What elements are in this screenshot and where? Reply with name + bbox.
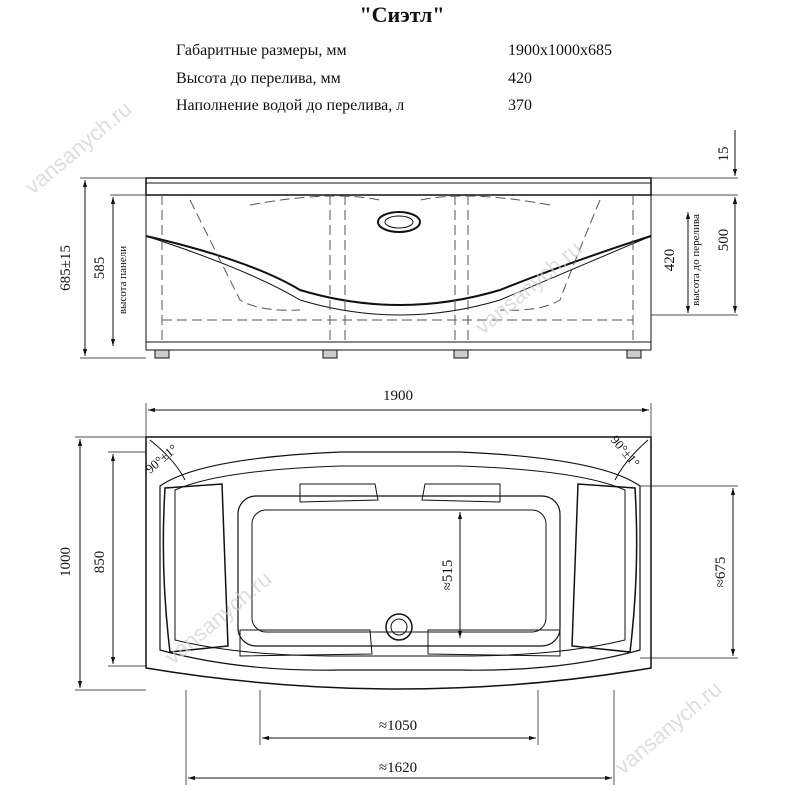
- drain: [386, 614, 412, 640]
- dim-panel-height: 585: [92, 256, 108, 280]
- dim-675: ≈675: [713, 556, 729, 588]
- watermark: vansanych.ru: [610, 675, 727, 780]
- page-title: "Сиэтл": [359, 2, 445, 27]
- dim-1050: ≈1050: [378, 718, 418, 734]
- spec-label-overflow-height: Высота до перелива, мм: [176, 70, 341, 87]
- dim-850: 850: [92, 550, 108, 574]
- panel-height-label: высота панели: [117, 245, 129, 315]
- dim-500: 500: [716, 228, 732, 252]
- dim-width: 1000: [58, 547, 74, 577]
- spec-label-volume: Наполнение водой до перелива, л: [176, 97, 405, 114]
- spec-value-dimensions: 1900x1000x685: [508, 42, 612, 59]
- dim-rim: 15: [716, 146, 732, 162]
- spec-label-dimensions: Габаритные размеры, мм: [176, 42, 347, 59]
- tub-inner-contour: [160, 452, 640, 670]
- dim-length: 1900: [383, 388, 413, 404]
- tub-basin: [238, 496, 560, 646]
- spec-value-overflow-height: 420: [508, 70, 532, 87]
- dim-overflow: 420: [662, 248, 678, 272]
- angle-right: 90°±1°: [607, 432, 644, 471]
- dim-total-height: 685±15: [58, 245, 74, 291]
- watermark: vansanych.ru: [160, 565, 277, 670]
- spec-value-volume: 370: [508, 97, 532, 114]
- dim-515: ≈515: [440, 559, 456, 591]
- angle-left: 90°±1°: [142, 440, 181, 477]
- watermark: vansanych.ru: [470, 235, 587, 340]
- watermark: vansanych.ru: [20, 95, 137, 200]
- overflow-height-label: высота до перелива: [690, 214, 702, 306]
- dim-1620: ≈1620: [378, 760, 418, 776]
